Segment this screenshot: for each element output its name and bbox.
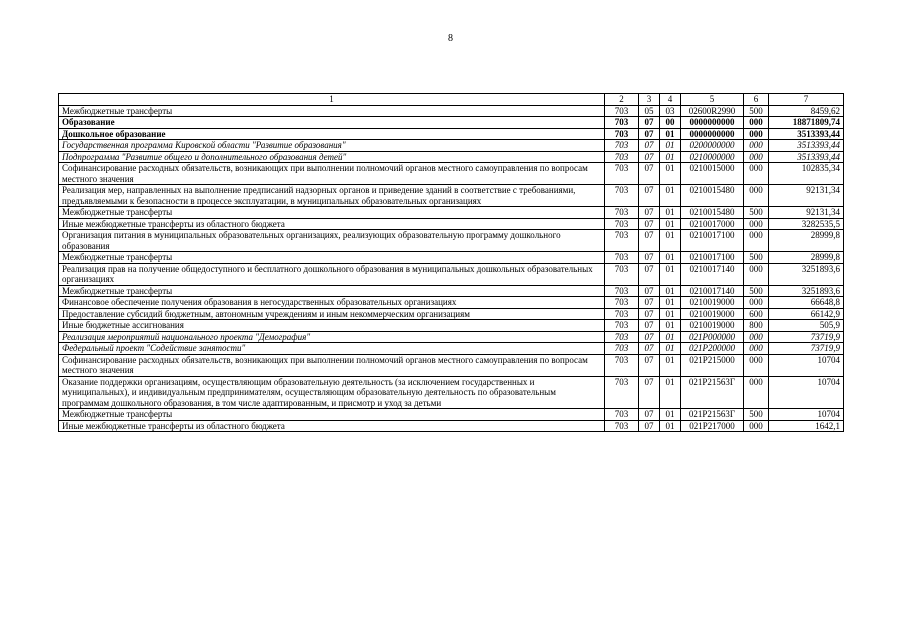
row-name-cell: Межбюджетные трансферты bbox=[59, 252, 605, 264]
row-subsection-cell: 01 bbox=[660, 354, 681, 376]
table-row bbox=[59, 230, 844, 252]
row-type-cell: 500 bbox=[744, 207, 769, 219]
header-cell: 1 bbox=[59, 94, 605, 106]
row-target-cell: 0210019000 bbox=[681, 320, 744, 332]
row-subsection-cell: 01 bbox=[660, 297, 681, 309]
row-name-cell: Реализация мер, направленных на выполнение предписаний надзорных органов и приведение зданий в соответствие с требованиями, предъявляемыми к безопасности в процессе эксплуатации, в муниципальных образовательных организациях bbox=[59, 185, 605, 207]
row-target-cell: 0210015000 bbox=[681, 163, 744, 185]
row-name-cell: Финансовое обеспечение получения образования в негосударственных образовательных организациях bbox=[59, 297, 605, 309]
row-amount-cell: 28999,8 bbox=[769, 230, 844, 252]
row-amount-cell: 10704 bbox=[769, 376, 844, 409]
row-type-cell: 000 bbox=[744, 128, 769, 140]
header-cell: 4 bbox=[660, 94, 681, 106]
row-type-cell: 000 bbox=[744, 117, 769, 129]
row-name-cell: Межбюджетные трансферты bbox=[59, 105, 605, 117]
row-name-cell: Реализация мероприятий национального проекта "Демография" bbox=[59, 331, 605, 343]
row-amount-cell: 28999,8 bbox=[769, 252, 844, 264]
row-amount-cell: 8459,62 bbox=[769, 105, 844, 117]
row-subsection-cell: 01 bbox=[660, 420, 681, 432]
row-section-cell: 07 bbox=[639, 163, 660, 185]
row-section-cell: 07 bbox=[639, 230, 660, 252]
row-amount-cell: 505,9 bbox=[769, 320, 844, 332]
row-target-cell: 021P215000 bbox=[681, 354, 744, 376]
table-row bbox=[59, 320, 844, 332]
row-code-cell: 703 bbox=[605, 230, 639, 252]
row-name-cell: Оказание поддержки организациям, осуществляющим образовательную деятельность (за исключением государственных и муниципальных), и индивидуальным предпринимателям, осуществляющим образовательную деятельность по образовательным программам дошкольного образования, в том числе адаптированным, и присмотр и уход за детьми bbox=[59, 376, 605, 409]
row-code-cell: 703 bbox=[605, 117, 639, 129]
row-code-cell: 703 bbox=[605, 207, 639, 219]
row-section-cell: 07 bbox=[639, 308, 660, 320]
row-subsection-cell: 01 bbox=[660, 163, 681, 185]
row-target-cell: 021P21563Г bbox=[681, 376, 744, 409]
row-target-cell: 0210019000 bbox=[681, 297, 744, 309]
row-target-cell: 021P21563Г bbox=[681, 409, 744, 421]
row-subsection-cell: 01 bbox=[660, 185, 681, 207]
row-type-cell: 500 bbox=[744, 285, 769, 297]
table-row bbox=[59, 128, 844, 140]
row-subsection-cell: 01 bbox=[660, 285, 681, 297]
row-amount-cell: 66648,8 bbox=[769, 297, 844, 309]
row-name-cell: Подпрограмма "Развитие общего и дополнительного образования детей" bbox=[59, 151, 605, 163]
header-row bbox=[59, 94, 844, 106]
row-code-cell: 703 bbox=[605, 285, 639, 297]
row-name-cell: Межбюджетные трансферты bbox=[59, 285, 605, 297]
row-subsection-cell: 01 bbox=[660, 151, 681, 163]
row-code-cell: 703 bbox=[605, 331, 639, 343]
row-code-cell: 703 bbox=[605, 128, 639, 140]
row-section-cell: 07 bbox=[639, 185, 660, 207]
row-type-cell: 800 bbox=[744, 320, 769, 332]
row-type-cell: 600 bbox=[744, 308, 769, 320]
row-amount-cell: 73719,9 bbox=[769, 343, 844, 355]
row-subsection-cell: 01 bbox=[660, 343, 681, 355]
row-subsection-cell: 01 bbox=[660, 207, 681, 219]
row-name-cell: Государственная программа Кировской области "Развитие образования" bbox=[59, 140, 605, 152]
table-row bbox=[59, 420, 844, 432]
row-section-cell: 07 bbox=[639, 117, 660, 129]
budget-table bbox=[58, 93, 844, 432]
table-row bbox=[59, 263, 844, 285]
row-target-cell: 0210015480 bbox=[681, 185, 744, 207]
row-type-cell: 000 bbox=[744, 263, 769, 285]
row-section-cell: 07 bbox=[639, 140, 660, 152]
row-section-cell: 07 bbox=[639, 151, 660, 163]
row-target-cell: 0210019000 bbox=[681, 308, 744, 320]
row-type-cell: 500 bbox=[744, 409, 769, 421]
row-name-cell: Софинансирование расходных обязательств, возникающих при выполнении полномочий органов местного самоуправления по вопросам местного значения bbox=[59, 354, 605, 376]
row-name-cell: Организация питания в муниципальных образовательных организациях, реализующих образовательную программу дошкольного образования bbox=[59, 230, 605, 252]
row-amount-cell: 3513393,44 bbox=[769, 151, 844, 163]
table-row bbox=[59, 151, 844, 163]
row-subsection-cell: 01 bbox=[660, 409, 681, 421]
row-amount-cell: 3513393,44 bbox=[769, 140, 844, 152]
row-code-cell: 703 bbox=[605, 263, 639, 285]
row-code-cell: 703 bbox=[605, 151, 639, 163]
table-row bbox=[59, 297, 844, 309]
row-target-cell: 0200000000 bbox=[681, 140, 744, 152]
row-section-cell: 07 bbox=[639, 343, 660, 355]
row-section-cell: 07 bbox=[639, 409, 660, 421]
row-code-cell: 703 bbox=[605, 320, 639, 332]
row-type-cell: 000 bbox=[744, 420, 769, 432]
row-code-cell: 703 bbox=[605, 354, 639, 376]
row-target-cell: 0210017100 bbox=[681, 230, 744, 252]
row-code-cell: 703 bbox=[605, 297, 639, 309]
row-subsection-cell: 01 bbox=[660, 308, 681, 320]
row-code-cell: 703 bbox=[605, 163, 639, 185]
table-row bbox=[59, 105, 844, 117]
row-subsection-cell: 01 bbox=[660, 263, 681, 285]
row-name-cell: Иные межбюджетные трансферты из областного бюджета bbox=[59, 420, 605, 432]
row-target-cell: 0210000000 bbox=[681, 151, 744, 163]
row-section-cell: 05 bbox=[639, 105, 660, 117]
row-subsection-cell: 01 bbox=[660, 140, 681, 152]
table-row bbox=[59, 140, 844, 152]
row-type-cell: 000 bbox=[744, 151, 769, 163]
row-code-cell: 703 bbox=[605, 376, 639, 409]
row-target-cell: 0000000000 bbox=[681, 117, 744, 129]
row-section-cell: 07 bbox=[639, 376, 660, 409]
row-code-cell: 703 bbox=[605, 308, 639, 320]
row-name-cell: Реализация прав на получение общедоступного и бесплатного дошкольного образования в муниципальных дошкольных образовательных организациях bbox=[59, 263, 605, 285]
row-type-cell: 500 bbox=[744, 252, 769, 264]
table-row bbox=[59, 207, 844, 219]
header-cell: 7 bbox=[769, 94, 844, 106]
row-target-cell: 0210017140 bbox=[681, 285, 744, 297]
table-row bbox=[59, 163, 844, 185]
row-section-cell: 07 bbox=[639, 207, 660, 219]
row-amount-cell: 18871809,74 bbox=[769, 117, 844, 129]
row-section-cell: 07 bbox=[639, 297, 660, 309]
row-subsection-cell: 00 bbox=[660, 117, 681, 129]
row-type-cell: 000 bbox=[744, 218, 769, 230]
row-code-cell: 703 bbox=[605, 343, 639, 355]
row-target-cell: 0210017140 bbox=[681, 263, 744, 285]
row-amount-cell: 3251893,6 bbox=[769, 285, 844, 297]
table-row bbox=[59, 331, 844, 343]
table-row bbox=[59, 285, 844, 297]
row-amount-cell: 3251893,6 bbox=[769, 263, 844, 285]
row-name-cell: Иные межбюджетные трансферты из областного бюджета bbox=[59, 218, 605, 230]
row-type-cell: 000 bbox=[744, 163, 769, 185]
row-target-cell: 021P200000 bbox=[681, 343, 744, 355]
row-type-cell: 000 bbox=[744, 230, 769, 252]
row-name-cell: Федеральный проект "Содействие занятости" bbox=[59, 343, 605, 355]
row-subsection-cell: 01 bbox=[660, 376, 681, 409]
row-code-cell: 703 bbox=[605, 105, 639, 117]
row-section-cell: 07 bbox=[639, 420, 660, 432]
row-code-cell: 703 bbox=[605, 409, 639, 421]
row-amount-cell: 73719,9 bbox=[769, 331, 844, 343]
row-subsection-cell: 01 bbox=[660, 230, 681, 252]
row-subsection-cell: 03 bbox=[660, 105, 681, 117]
table-row bbox=[59, 409, 844, 421]
row-name-cell: Образование bbox=[59, 117, 605, 129]
row-amount-cell: 3282535,5 bbox=[769, 218, 844, 230]
row-subsection-cell: 01 bbox=[660, 320, 681, 332]
table-row bbox=[59, 117, 844, 129]
row-name-cell: Предоставление субсидий бюджетным, автономным учреждениям и иным некоммерческим организациям bbox=[59, 308, 605, 320]
row-subsection-cell: 01 bbox=[660, 218, 681, 230]
row-type-cell: 000 bbox=[744, 354, 769, 376]
row-type-cell: 500 bbox=[744, 105, 769, 117]
row-target-cell: 0000000000 bbox=[681, 128, 744, 140]
row-section-cell: 07 bbox=[639, 128, 660, 140]
row-name-cell: Иные бюджетные ассигнования bbox=[59, 320, 605, 332]
row-subsection-cell: 01 bbox=[660, 128, 681, 140]
row-section-cell: 07 bbox=[639, 263, 660, 285]
row-subsection-cell: 01 bbox=[660, 331, 681, 343]
header-cell: 3 bbox=[639, 94, 660, 106]
row-amount-cell: 92131,34 bbox=[769, 207, 844, 219]
table-row bbox=[59, 252, 844, 264]
row-section-cell: 07 bbox=[639, 320, 660, 332]
row-type-cell: 000 bbox=[744, 185, 769, 207]
row-type-cell: 000 bbox=[744, 297, 769, 309]
row-target-cell: 021P000000 bbox=[681, 331, 744, 343]
row-target-cell: 021P217000 bbox=[681, 420, 744, 432]
row-section-cell: 07 bbox=[639, 331, 660, 343]
row-target-cell: 02600R2990 bbox=[681, 105, 744, 117]
row-amount-cell: 1642,1 bbox=[769, 420, 844, 432]
row-type-cell: 000 bbox=[744, 343, 769, 355]
row-code-cell: 703 bbox=[605, 420, 639, 432]
row-type-cell: 000 bbox=[744, 376, 769, 409]
table-row bbox=[59, 343, 844, 355]
table-row bbox=[59, 185, 844, 207]
table-row bbox=[59, 354, 844, 376]
row-type-cell: 000 bbox=[744, 331, 769, 343]
row-target-cell: 0210015480 bbox=[681, 207, 744, 219]
row-amount-cell: 10704 bbox=[769, 354, 844, 376]
row-amount-cell: 3513393,44 bbox=[769, 128, 844, 140]
row-amount-cell: 92131,34 bbox=[769, 185, 844, 207]
row-target-cell: 0210017000 bbox=[681, 218, 744, 230]
row-amount-cell: 102835,34 bbox=[769, 163, 844, 185]
row-section-cell: 07 bbox=[639, 252, 660, 264]
row-name-cell: Дошкольное образование bbox=[59, 128, 605, 140]
row-code-cell: 703 bbox=[605, 252, 639, 264]
row-code-cell: 703 bbox=[605, 140, 639, 152]
row-type-cell: 000 bbox=[744, 140, 769, 152]
page-number: 8 bbox=[448, 33, 453, 44]
table-row bbox=[59, 376, 844, 409]
row-target-cell: 0210017100 bbox=[681, 252, 744, 264]
header-cell: 5 bbox=[681, 94, 744, 106]
row-name-cell: Межбюджетные трансферты bbox=[59, 207, 605, 219]
row-code-cell: 703 bbox=[605, 218, 639, 230]
table-row bbox=[59, 218, 844, 230]
row-code-cell: 703 bbox=[605, 185, 639, 207]
header-cell: 2 bbox=[605, 94, 639, 106]
row-amount-cell: 66142,9 bbox=[769, 308, 844, 320]
table-row bbox=[59, 308, 844, 320]
row-name-cell: Межбюджетные трансферты bbox=[59, 409, 605, 421]
row-name-cell: Софинансирование расходных обязательств, возникающих при выполнении полномочий органов местного самоуправления по вопросам местного значения bbox=[59, 163, 605, 185]
header-cell: 6 bbox=[744, 94, 769, 106]
row-section-cell: 07 bbox=[639, 285, 660, 297]
row-amount-cell: 10704 bbox=[769, 409, 844, 421]
row-section-cell: 07 bbox=[639, 218, 660, 230]
row-subsection-cell: 01 bbox=[660, 252, 681, 264]
row-section-cell: 07 bbox=[639, 354, 660, 376]
